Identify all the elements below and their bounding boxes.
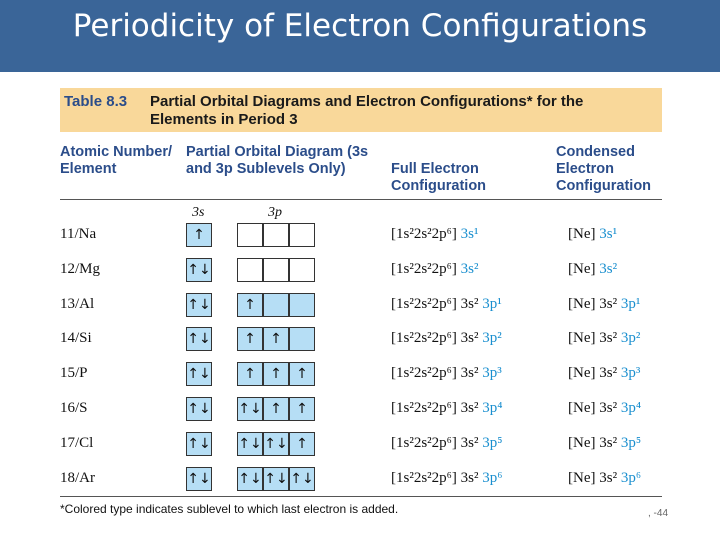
condensed-config-part: [Ne] (568, 296, 596, 312)
condensed-config-part: [Ne] (568, 330, 596, 346)
element-label: 13/Al (60, 296, 95, 312)
element-label: 11/Na (60, 226, 97, 242)
full-config-part: 3p⁴ (482, 400, 503, 416)
condensed-config-part: [Ne] (568, 470, 596, 486)
condensed-config-part: 3s² (599, 330, 618, 346)
orbital-box-3p: ↑ (289, 432, 315, 456)
condensed-config (568, 296, 640, 313)
page-number: , -44 (648, 508, 669, 519)
header-divider (60, 199, 662, 200)
full-config-part: 3p⁵ (482, 435, 503, 451)
condensed-config (568, 226, 617, 243)
orbital-box-3p: ↑↓ (237, 467, 263, 491)
orbital-box-3p: ↑ (289, 362, 315, 386)
element-label: 18/Ar (60, 470, 95, 486)
full-config-part: 3p¹ (482, 296, 502, 312)
full-config (391, 226, 478, 243)
condensed-config (568, 400, 641, 417)
orbital-box-3p (263, 223, 289, 247)
orbital-box-3p: ↑↓ (289, 467, 315, 491)
table-caption: Partial Orbital Diagrams and Electron Configurations* for the Elements in Period 3 (150, 93, 584, 128)
condensed-config-part: 3p⁶ (620, 470, 642, 486)
header-full-config: Full Electron Configuration (391, 161, 487, 194)
full-config-part: 3s² (460, 261, 479, 277)
full-config-part: 3s¹ (460, 226, 479, 242)
footer-divider (60, 496, 662, 497)
condensed-config-part: [Ne] (568, 435, 596, 451)
full-config-part: 3p⁶ (482, 470, 503, 486)
orbital-box-3p: ↑ (263, 327, 289, 351)
condensed-config-part: 3s² (599, 470, 618, 486)
condensed-config-part: 3p⁵ (620, 435, 642, 451)
condensed-config (568, 435, 641, 452)
orbital-box-3p: ↑↓ (263, 432, 289, 456)
condensed-config-part: [Ne] (568, 261, 596, 277)
orbital-box-3s: ↑↓ (186, 362, 212, 386)
header-condensed-config: Condensed Electron Configuration (556, 144, 652, 194)
element-label: 17/Cl (60, 435, 94, 451)
full-config-part: 3s² (460, 296, 479, 312)
full-config-part: [1s²2s²2p⁶] (391, 365, 457, 381)
full-config-part: [1s²2s²2p⁶] (391, 435, 457, 451)
full-config (391, 470, 502, 487)
full-config (391, 296, 502, 313)
full-config-part: 3s² (460, 435, 479, 451)
footnote: *Colored type indicates sublevel to which last electron is added. (60, 502, 399, 516)
condensed-config (568, 470, 641, 487)
full-config-part: [1s²2s²2p⁶] (391, 261, 457, 277)
orbital-box-3p: ↑ (237, 327, 263, 351)
full-config (391, 261, 478, 278)
orbital-box-3p: ↑↓ (263, 467, 289, 491)
condensed-config-part: 3p¹ (620, 296, 641, 312)
full-config-part: 3s² (460, 365, 479, 381)
element-label: 14/Si (60, 330, 92, 346)
full-config-part: [1s²2s²2p⁶] (391, 400, 457, 416)
condensed-config-part: 3s² (599, 435, 618, 451)
orbital-box-3s: ↑ (186, 223, 212, 247)
full-config (391, 365, 502, 382)
full-config-part: [1s²2s²2p⁶] (391, 330, 457, 346)
condensed-config-part: [Ne] (568, 226, 596, 242)
slide-title: Periodicity of Electron Configurations (72, 8, 648, 44)
orbital-box-3s: ↑↓ (186, 432, 212, 456)
orbital-box-3s: ↑↓ (186, 467, 212, 491)
orbital-box-3p (237, 258, 263, 282)
table-label: Table 8.3 (64, 93, 128, 110)
condensed-config-part: 3p² (620, 330, 641, 346)
condensed-config (568, 261, 617, 278)
orbital-box-3p (263, 258, 289, 282)
orbital-box-3p: ↑ (237, 293, 263, 317)
condensed-config (568, 330, 640, 347)
element-label: 15/P (60, 365, 88, 381)
condensed-config-part: 3s¹ (599, 226, 618, 242)
element-label: 12/Mg (60, 261, 101, 277)
condensed-config-part: 3s² (599, 400, 618, 416)
orbital-box-3s: ↑↓ (186, 258, 212, 282)
orbital-box-3s: ↑↓ (186, 397, 212, 421)
condensed-config-part: [Ne] (568, 365, 596, 381)
orbital-box-3p: ↑ (263, 397, 289, 421)
full-config (391, 330, 502, 347)
full-config-part: [1s²2s²2p⁶] (391, 226, 457, 242)
orbital-box-3p (289, 258, 315, 282)
full-config-part: 3p² (482, 330, 502, 346)
orbital-box-3p: ↑↓ (237, 397, 263, 421)
full-config-part: 3s² (460, 330, 479, 346)
element-label: 16/S (60, 400, 88, 416)
condensed-config-part: 3s² (599, 261, 618, 277)
orbital-box-3p: ↑ (289, 397, 315, 421)
full-config-part: 3s² (460, 470, 479, 486)
condensed-config-part: 3p⁴ (620, 400, 642, 416)
full-config-part: [1s²2s²2p⁶] (391, 296, 457, 312)
sublevel-3s-label: 3s (192, 205, 205, 220)
orbital-box-3p (289, 327, 315, 351)
orbital-box-3p (289, 293, 315, 317)
full-config (391, 400, 502, 417)
condensed-config-part: 3s² (599, 365, 618, 381)
table-banner (60, 88, 662, 132)
orbital-box-3p (237, 223, 263, 247)
orbital-box-3p: ↑↓ (237, 432, 263, 456)
header-element: Atomic Number/ Element (60, 144, 172, 177)
header-orbital-diagram: Partial Orbital Diagram (3s and 3p Sublevels Only) (186, 144, 369, 177)
orbital-box-3p: ↑ (237, 362, 263, 386)
condensed-config-part: [Ne] (568, 400, 596, 416)
full-config-part: 3p³ (482, 365, 502, 381)
orbital-box-3s: ↑↓ (186, 293, 212, 317)
full-config-part: [1s²2s²2p⁶] (391, 470, 457, 486)
orbital-box-3s: ↑↓ (186, 327, 212, 351)
condensed-config-part: 3s² (599, 296, 618, 312)
full-config (391, 435, 502, 452)
orbital-box-3p: ↑ (263, 362, 289, 386)
full-config-part: 3s² (460, 400, 479, 416)
condensed-config (568, 365, 640, 382)
sublevel-3p-label: 3p (268, 205, 282, 220)
orbital-box-3p (289, 223, 315, 247)
condensed-config-part: 3p³ (620, 365, 641, 381)
orbital-box-3p (263, 293, 289, 317)
